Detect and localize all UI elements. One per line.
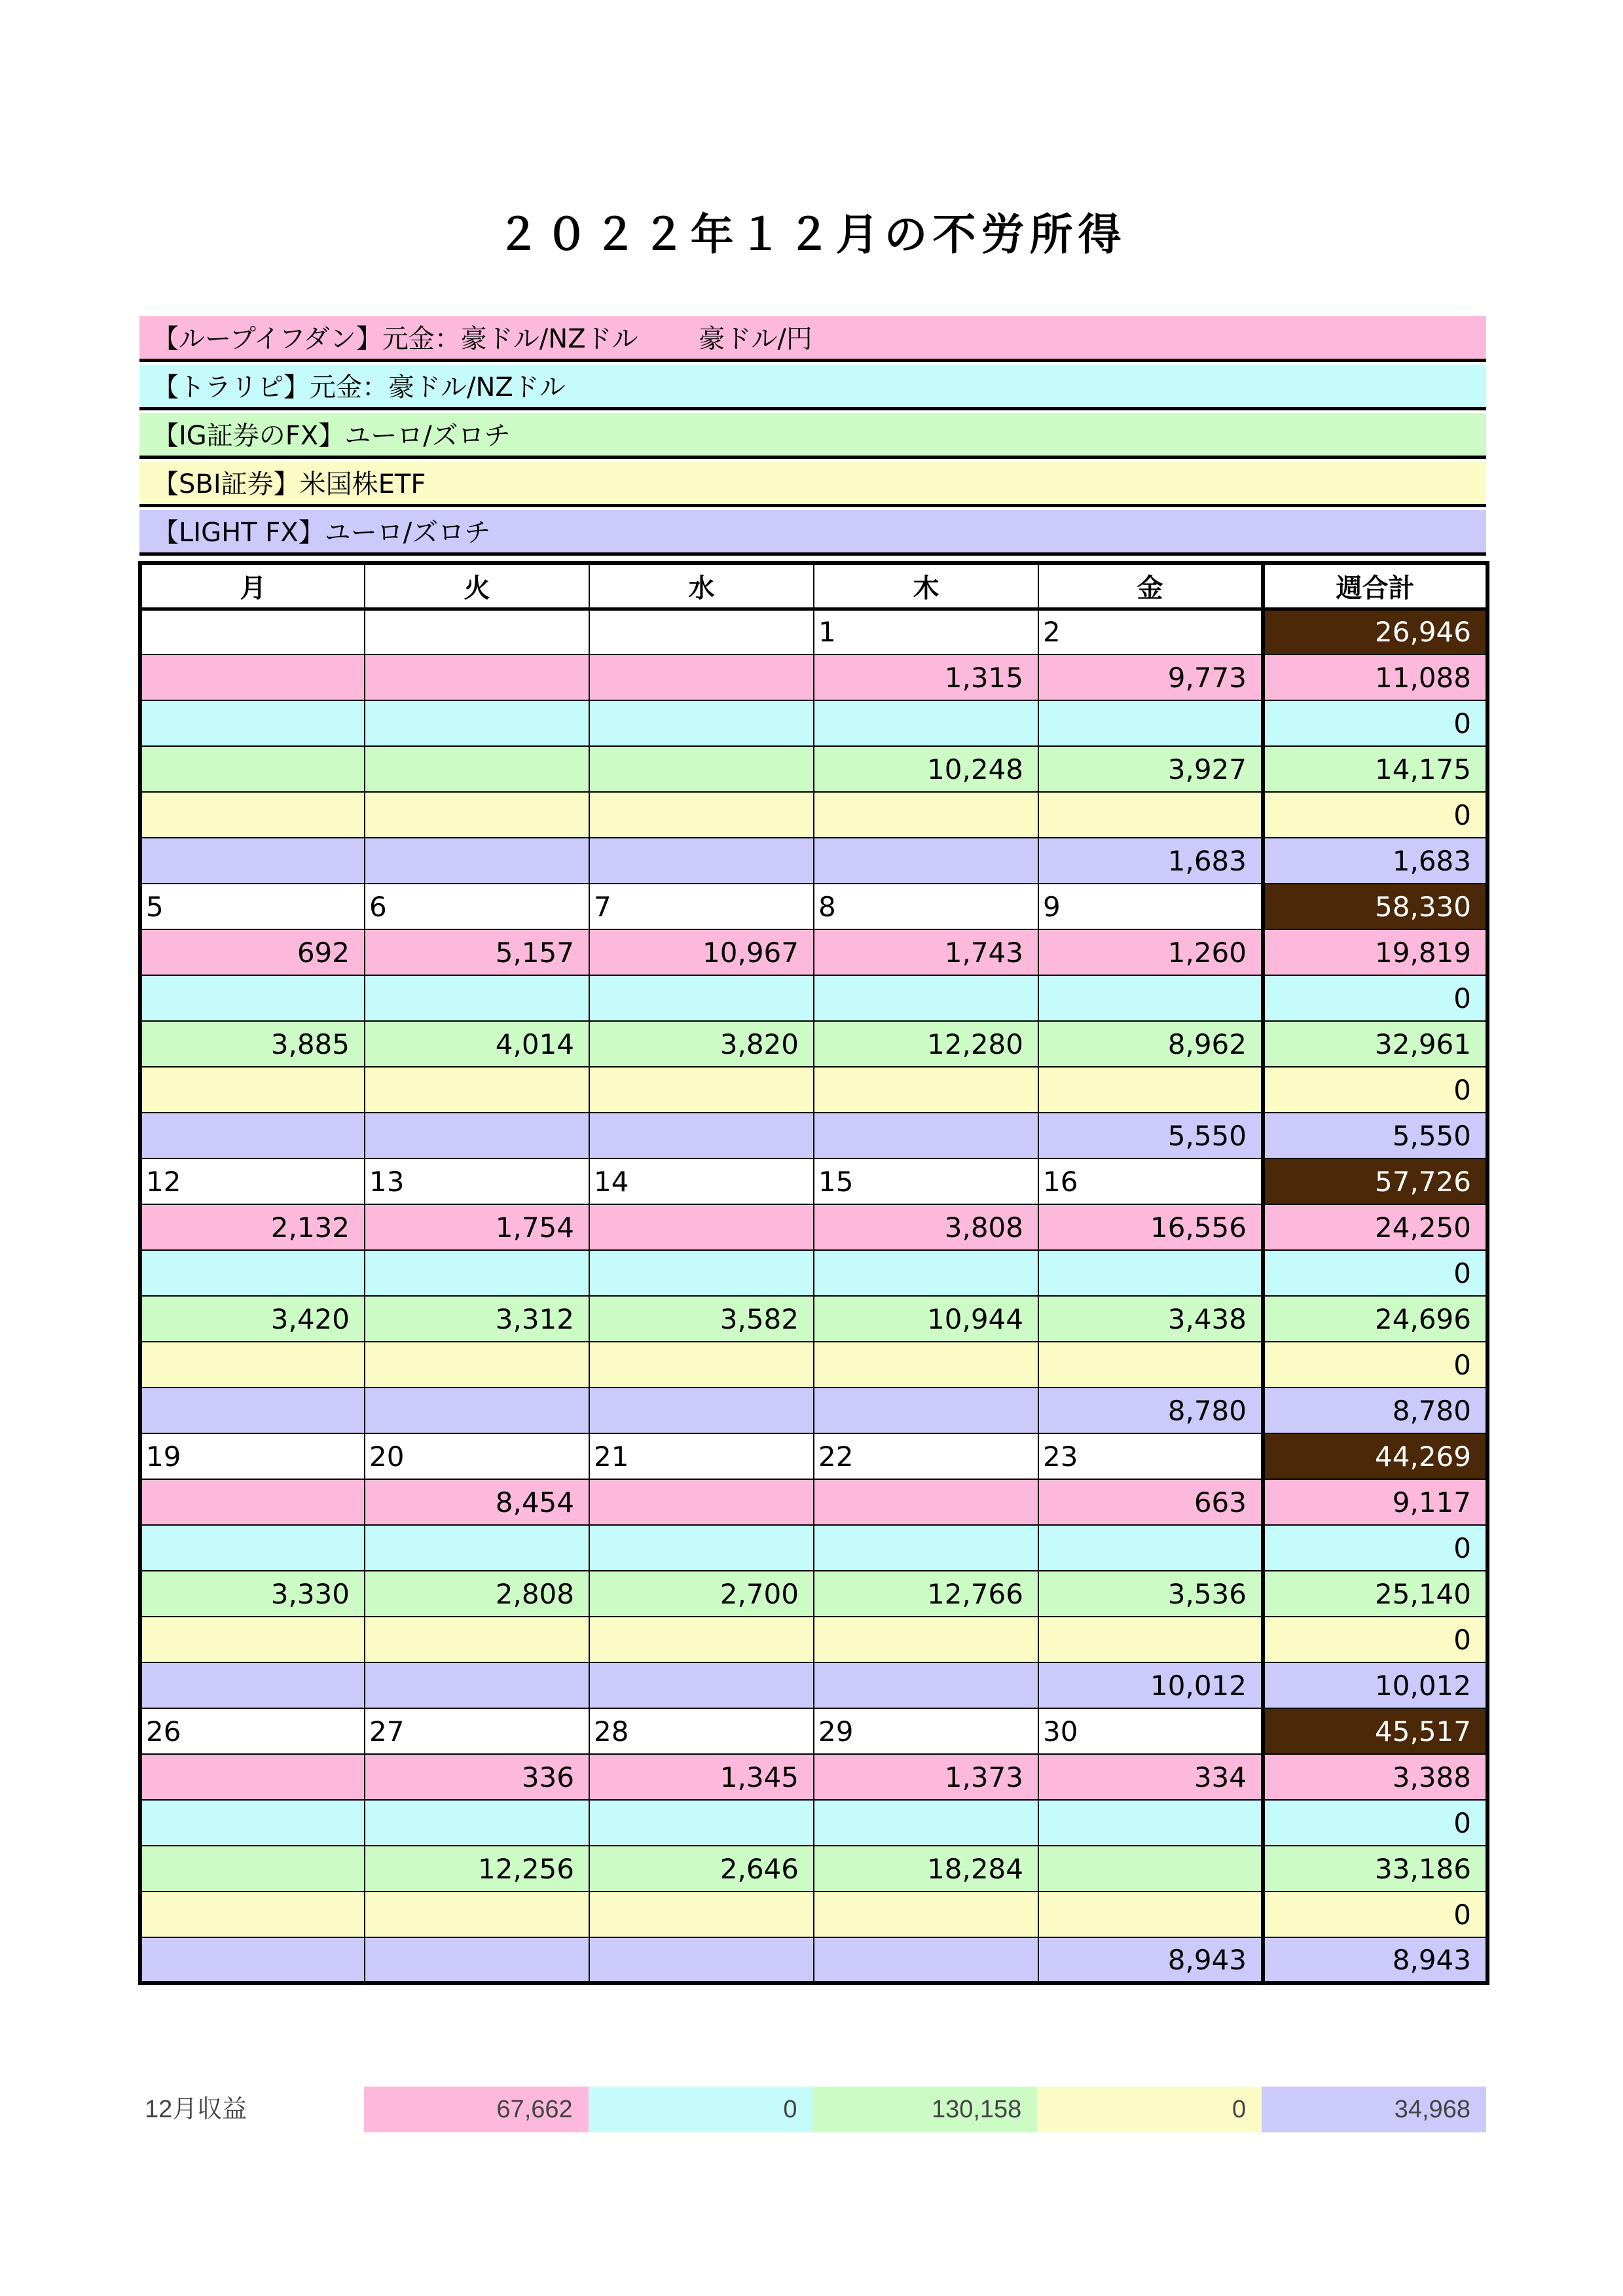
value-cell: 8,962 [1038, 1021, 1263, 1067]
value-cell [140, 838, 365, 884]
date-row [140, 1433, 1487, 1479]
date-cell: 19 [140, 1433, 365, 1479]
value-cell [814, 1388, 1038, 1433]
row-total-cell: 24,250 [1263, 1204, 1487, 1250]
row-total-cell: 10,012 [1263, 1662, 1487, 1708]
calendar-table [138, 561, 1489, 1985]
value-cell [589, 792, 814, 838]
row-sbi [140, 1067, 1487, 1113]
value-cell [814, 700, 1038, 746]
date-cell: 8 [814, 884, 1038, 929]
monthly-summary [139, 2087, 1486, 2132]
value-cell [365, 1067, 589, 1113]
value-cell [1038, 1800, 1263, 1846]
value-cell [140, 700, 365, 746]
value-cell [589, 975, 814, 1021]
value-cell: 16,556 [1038, 1204, 1263, 1250]
value-cell [1038, 792, 1263, 838]
value-cell: 10,944 [814, 1296, 1038, 1342]
value-cell: 1,743 [814, 929, 1038, 975]
value-cell [140, 655, 365, 700]
value-cell [140, 975, 365, 1021]
date-cell: 20 [365, 1433, 589, 1479]
value-cell: 1,754 [365, 1204, 589, 1250]
week-total: 45,517 [1263, 1708, 1487, 1754]
date-cell: 13 [365, 1158, 589, 1204]
summary-label: 12月収益 [145, 2096, 247, 2123]
value-cell [589, 838, 814, 884]
row-total-cell: 32,961 [1263, 1021, 1487, 1067]
value-cell: 663 [1038, 1479, 1263, 1525]
value-cell [589, 655, 814, 700]
value-cell [365, 746, 589, 792]
row-trarepi [140, 1250, 1487, 1296]
value-cell [365, 700, 589, 746]
value-cell: 12,256 [365, 1846, 589, 1892]
value-cell [140, 1892, 365, 1937]
row-total-cell: 9,117 [1263, 1479, 1487, 1525]
legend-sbi: 【SBI証券】米国株ETF [139, 461, 1486, 507]
value-cell [140, 1388, 365, 1433]
row-trarepi [140, 1525, 1487, 1571]
date-cell [365, 609, 589, 655]
week-total: 44,269 [1263, 1433, 1487, 1479]
date-row [140, 1708, 1487, 1754]
date-cell: 23 [1038, 1433, 1263, 1479]
row-light-fx [140, 1662, 1487, 1708]
value-cell: 2,808 [365, 1571, 589, 1617]
date-cell: 27 [365, 1708, 589, 1754]
row-total-cell: 8,780 [1263, 1388, 1487, 1433]
value-cell [814, 975, 1038, 1021]
legend-trarepi: 【トラリピ】元金：豪ドル/NZドル [139, 365, 1486, 410]
value-cell [140, 1754, 365, 1800]
value-cell [814, 1067, 1038, 1113]
value-cell: 336 [365, 1754, 589, 1800]
date-cell: 6 [365, 884, 589, 929]
header-row [140, 563, 1487, 609]
date-cell: 16 [1038, 1158, 1263, 1204]
value-cell: 334 [1038, 1754, 1263, 1800]
value-cell [589, 700, 814, 746]
summary-value-sbi: 0 [1037, 2087, 1262, 2132]
row-sbi [140, 1342, 1487, 1388]
value-cell [140, 1250, 365, 1296]
row-total-cell: 0 [1263, 1250, 1487, 1296]
row-total-cell: 1,683 [1263, 838, 1487, 884]
row-light-fx [140, 838, 1487, 884]
value-cell [1038, 1525, 1263, 1571]
value-cell [365, 1617, 589, 1662]
row-total-cell: 5,550 [1263, 1113, 1487, 1158]
date-row [140, 1158, 1487, 1204]
value-cell: 1,315 [814, 655, 1038, 700]
value-cell [365, 975, 589, 1021]
header-mon: 月 [140, 563, 365, 609]
value-cell: 3,330 [140, 1571, 365, 1617]
row-ig-fx [140, 1296, 1487, 1342]
value-cell [365, 1892, 589, 1937]
value-cell [589, 1937, 814, 1983]
header-fri: 金 [1038, 563, 1263, 609]
date-cell: 29 [814, 1708, 1038, 1754]
value-cell [140, 1342, 365, 1388]
value-cell [140, 1067, 365, 1113]
value-cell [140, 1662, 365, 1708]
value-cell [814, 1250, 1038, 1296]
value-cell [1038, 1067, 1263, 1113]
row-total-cell: 11,088 [1263, 655, 1487, 700]
value-cell: 3,420 [140, 1296, 365, 1342]
value-cell: 3,438 [1038, 1296, 1263, 1342]
row-total-cell: 0 [1263, 1525, 1487, 1571]
value-cell [140, 1525, 365, 1571]
week-total: 26,946 [1263, 609, 1487, 655]
value-cell: 3,808 [814, 1204, 1038, 1250]
value-cell: 3,820 [589, 1021, 814, 1067]
value-cell [589, 1250, 814, 1296]
row-ig-fx [140, 1571, 1487, 1617]
date-cell: 30 [1038, 1708, 1263, 1754]
value-cell [1038, 1846, 1263, 1892]
row-total-cell: 8,943 [1263, 1937, 1487, 1983]
value-cell: 10,012 [1038, 1662, 1263, 1708]
value-cell: 1,373 [814, 1754, 1038, 1800]
row-trarepi [140, 975, 1487, 1021]
value-cell [140, 1479, 365, 1525]
value-cell [140, 1846, 365, 1892]
value-cell [365, 838, 589, 884]
value-cell [1038, 1250, 1263, 1296]
value-cell [589, 1479, 814, 1525]
value-cell [589, 1662, 814, 1708]
row-light-fx [140, 1113, 1487, 1158]
date-row [140, 609, 1487, 655]
value-cell [814, 1892, 1038, 1937]
date-cell: 21 [589, 1433, 814, 1479]
value-cell: 3,927 [1038, 746, 1263, 792]
date-cell: 7 [589, 884, 814, 929]
value-cell [365, 1525, 589, 1571]
header-week-total: 週合計 [1263, 563, 1487, 609]
value-cell [1038, 1342, 1263, 1388]
value-cell: 10,248 [814, 746, 1038, 792]
value-cell [589, 1342, 814, 1388]
value-cell: 1,260 [1038, 929, 1263, 975]
row-total-cell: 0 [1263, 700, 1487, 746]
summary-value-trarepi: 0 [589, 2087, 813, 2132]
value-cell [140, 746, 365, 792]
value-cell [1038, 1617, 1263, 1662]
value-cell [365, 1388, 589, 1433]
page-title: ２０２２年１２月の不労所得 [496, 209, 1127, 260]
date-cell: 5 [140, 884, 365, 929]
row-loop-ifdone [140, 929, 1487, 975]
value-cell [589, 746, 814, 792]
value-cell: 18,284 [814, 1846, 1038, 1892]
row-sbi [140, 792, 1487, 838]
value-cell [589, 1892, 814, 1937]
value-cell [589, 1388, 814, 1433]
value-cell: 3,312 [365, 1296, 589, 1342]
value-cell [365, 655, 589, 700]
value-cell [140, 1800, 365, 1846]
date-cell: 1 [814, 609, 1038, 655]
row-total-cell: 0 [1263, 792, 1487, 838]
value-cell [589, 1800, 814, 1846]
value-cell: 2,700 [589, 1571, 814, 1617]
value-cell [814, 838, 1038, 884]
row-ig-fx [140, 746, 1487, 792]
summary-value-ig-fx: 130,158 [812, 2087, 1037, 2132]
row-total-cell: 33,186 [1263, 1846, 1487, 1892]
row-loop-ifdone [140, 1479, 1487, 1525]
row-trarepi [140, 1800, 1487, 1846]
value-cell [589, 1113, 814, 1158]
value-cell [365, 1662, 589, 1708]
value-cell [140, 792, 365, 838]
row-total-cell: 19,819 [1263, 929, 1487, 975]
value-cell [365, 1342, 589, 1388]
value-cell [1038, 700, 1263, 746]
value-cell: 1,345 [589, 1754, 814, 1800]
legend-light-fx: 【LIGHT FX】ユーロ/ズロチ [139, 510, 1486, 556]
legend-ig-fx: 【IG証券のFX】ユーロ/ズロチ [139, 413, 1486, 459]
value-cell [365, 1113, 589, 1158]
value-cell [140, 1113, 365, 1158]
value-cell [589, 1525, 814, 1571]
value-cell [589, 1204, 814, 1250]
value-cell: 8,943 [1038, 1937, 1263, 1983]
row-total-cell: 25,140 [1263, 1571, 1487, 1617]
value-cell [365, 792, 589, 838]
value-cell [814, 792, 1038, 838]
value-cell [365, 1250, 589, 1296]
value-cell: 12,766 [814, 1571, 1038, 1617]
value-cell [814, 1662, 1038, 1708]
value-cell: 9,773 [1038, 655, 1263, 700]
week-total: 57,726 [1263, 1158, 1487, 1204]
value-cell: 10,967 [589, 929, 814, 975]
legend-loop-ifdone: 【ループイフダン】元金：豪ドル/NZドル 豪ドル/円 [139, 316, 1486, 362]
value-cell [140, 1937, 365, 1983]
value-cell [365, 1800, 589, 1846]
row-light-fx [140, 1388, 1487, 1433]
value-cell: 3,536 [1038, 1571, 1263, 1617]
value-cell [1038, 1892, 1263, 1937]
row-light-fx [140, 1937, 1487, 1983]
value-cell [140, 1617, 365, 1662]
value-cell: 5,550 [1038, 1113, 1263, 1158]
date-cell: 26 [140, 1708, 365, 1754]
date-cell [140, 609, 365, 655]
row-total-cell: 14,175 [1263, 746, 1487, 792]
value-cell [365, 1937, 589, 1983]
value-cell [1038, 975, 1263, 1021]
date-cell: 12 [140, 1158, 365, 1204]
date-cell: 28 [589, 1708, 814, 1754]
row-sbi [140, 1617, 1487, 1662]
value-cell [814, 1525, 1038, 1571]
value-cell: 3,582 [589, 1296, 814, 1342]
row-total-cell: 0 [1263, 1617, 1487, 1662]
value-cell: 12,280 [814, 1021, 1038, 1067]
value-cell: 8,454 [365, 1479, 589, 1525]
row-ig-fx [140, 1846, 1487, 1892]
summary-value-light-fx: 34,968 [1262, 2087, 1486, 2132]
value-cell [814, 1800, 1038, 1846]
value-cell: 5,157 [365, 929, 589, 975]
row-total-cell: 0 [1263, 1892, 1487, 1937]
value-cell [814, 1342, 1038, 1388]
date-cell [589, 609, 814, 655]
value-cell: 2,646 [589, 1846, 814, 1892]
row-total-cell: 3,388 [1263, 1754, 1487, 1800]
date-cell: 14 [589, 1158, 814, 1204]
value-cell: 692 [140, 929, 365, 975]
row-loop-ifdone [140, 1754, 1487, 1800]
value-cell: 1,683 [1038, 838, 1263, 884]
date-row [140, 884, 1487, 929]
header-tue: 火 [365, 563, 589, 609]
row-sbi [140, 1892, 1487, 1937]
date-cell: 2 [1038, 609, 1263, 655]
value-cell: 8,780 [1038, 1388, 1263, 1433]
summary-value-loop-ifdone: 67,662 [364, 2087, 589, 2132]
row-loop-ifdone [140, 1204, 1487, 1250]
row-total-cell: 0 [1263, 975, 1487, 1021]
row-loop-ifdone [140, 655, 1487, 700]
value-cell [589, 1617, 814, 1662]
value-cell: 2,132 [140, 1204, 365, 1250]
value-cell [589, 1067, 814, 1113]
value-cell: 3,885 [140, 1021, 365, 1067]
date-cell: 9 [1038, 884, 1263, 929]
header-thu: 木 [814, 563, 1038, 609]
row-trarepi [140, 700, 1487, 746]
row-total-cell: 0 [1263, 1067, 1487, 1113]
value-cell [814, 1479, 1038, 1525]
row-total-cell: 0 [1263, 1342, 1487, 1388]
date-cell: 15 [814, 1158, 1038, 1204]
value-cell [814, 1617, 1038, 1662]
week-total: 58,330 [1263, 884, 1487, 929]
row-ig-fx [140, 1021, 1487, 1067]
value-cell [814, 1113, 1038, 1158]
value-cell: 4,014 [365, 1021, 589, 1067]
date-cell: 22 [814, 1433, 1038, 1479]
header-wed: 水 [589, 563, 814, 609]
row-total-cell: 0 [1263, 1800, 1487, 1846]
value-cell [814, 1937, 1038, 1983]
row-total-cell: 24,696 [1263, 1296, 1487, 1342]
